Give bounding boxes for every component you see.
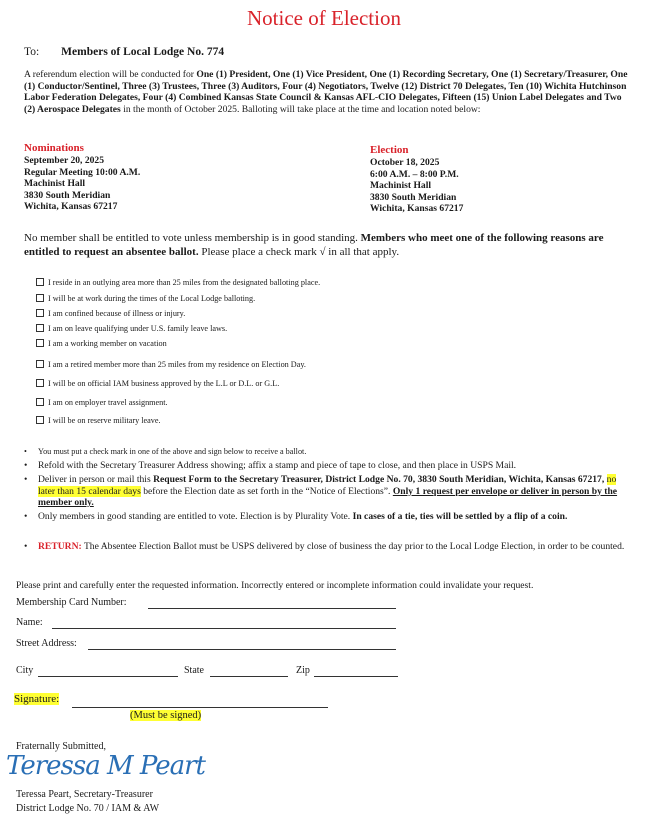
- bullet-icon: •: [24, 460, 28, 471]
- checkbox-icon[interactable]: [36, 379, 44, 387]
- reason-label: I reside in an outlying area more than 25 miles from the designated balloting place.: [48, 278, 321, 287]
- reason-checkbox-item[interactable]: [36, 416, 161, 425]
- instruction-bullet: • Refold with the Secretary Treasurer Address showing; affix a stamp and piece of tape to close, and then place in USPS Mail.: [24, 460, 517, 471]
- instruction-bullet: • Only members in good standing are entitled to vote. Election is by Plurality Vote. In cases of a tie, ties will be settled by a flip of a coin.: [24, 511, 568, 522]
- election-line: 3830 South Meridian: [370, 191, 457, 203]
- handwritten-signature: Teressa M Peart: [6, 751, 205, 781]
- reason-label: I will be on official IAM business approved by the L.L or D.L. or G.L.: [48, 379, 280, 388]
- reason-label: I am confined because of illness or injury.: [48, 309, 186, 318]
- standing-part3: Please place a check mark √ in all that apply.: [198, 245, 400, 258]
- membership-field[interactable]: [148, 608, 396, 609]
- zip-label: Zip: [296, 665, 310, 676]
- reason-checkbox-item[interactable]: [36, 324, 227, 333]
- intro-positions: One (1) President, One (1) Vice President, One (1) Recording Secretary, One (1) Secretary/Treasurer, One (1) Conductor/Sentinel, Three (3) Trustees, Three (3) Auditors, Four (4) Negotiators, Twelve (12) District 70 Delegates, Ten (10) Wichita Hutchinson Labor Federation Delegates, Four (4) Combined Kansas State Council & Kansas AFL-CIO Delegates, Fifteen (15) Union Label Delegates and Two (2) Aerospace Delegates: [24, 69, 628, 115]
- name-field[interactable]: [52, 628, 396, 629]
- election-line: Machinist Hall: [370, 180, 432, 192]
- must-sign-note: (Must be signed): [130, 710, 202, 721]
- nominations-line: Wichita, Kansas 67217: [24, 201, 118, 213]
- state-field[interactable]: [210, 676, 288, 677]
- bullet-icon: •: [24, 511, 28, 522]
- instruction-bullet: • You must put a check mark in one of the above and sign below to receive a ballot.: [24, 447, 307, 456]
- checkbox-icon[interactable]: [36, 278, 44, 286]
- reason-label: I am a working member on vacation: [48, 339, 167, 348]
- to-line: [24, 46, 224, 58]
- reason-label: I will be on reserve military leave.: [48, 416, 161, 425]
- checkbox-icon[interactable]: [36, 398, 44, 406]
- state-label: State: [184, 665, 204, 676]
- election-heading: Election: [370, 144, 409, 156]
- name-label: Name:: [16, 617, 43, 628]
- bullet-icon: •: [24, 474, 28, 485]
- instruction-bullet: • RETURN: The Absentee Election Ballot must be USPS delivered by close of business the day prior to the Local Lodge Election, in order to be counted.: [24, 541, 625, 552]
- nominations-block: [24, 142, 140, 213]
- recipient: Members of Local Lodge No. 774: [61, 46, 225, 58]
- reason-checkbox-item[interactable]: [36, 339, 167, 348]
- nominations-heading: Nominations: [24, 142, 84, 154]
- signature-label: Signature:: [14, 693, 60, 705]
- return-label: RETURN:: [38, 541, 82, 552]
- city-field[interactable]: [38, 676, 178, 677]
- reason-checkbox-item[interactable]: [36, 294, 255, 303]
- intro-lead: A referendum election will be conducted for: [24, 69, 197, 80]
- standing-paragraph: [24, 232, 630, 259]
- standing-part1: No member shall be entitled to vote unless membership is in good standing.: [24, 232, 361, 244]
- instruction-bullet: • Deliver in person or mail this Request Form to the Secretary Treasurer, District Lodge No. 70, 3830 South Meridian, Wichita, Kansas 67217, no later than 15 calendar days before the Election date as set forth in the “Notice of Elections”. Only 1 request per envelope or deliver in person by the member only.: [24, 474, 618, 509]
- page-title: Notice of Election: [247, 6, 401, 30]
- street-field[interactable]: [88, 649, 396, 650]
- bullet-icon: •: [24, 541, 28, 552]
- election-line: October 18, 2025: [370, 157, 440, 168]
- street-label: Street Address:: [16, 638, 77, 649]
- checkbox-icon[interactable]: [36, 416, 44, 424]
- election-line: Wichita, Kansas 67217: [370, 203, 464, 215]
- checkbox-icon[interactable]: [36, 294, 44, 302]
- nominations-line: Machinist Hall: [24, 178, 86, 190]
- checkbox-icon[interactable]: [36, 309, 44, 317]
- election-line: 6:00 A.M. – 8:00 P.M.: [370, 168, 459, 180]
- reason-checkbox-item[interactable]: [36, 278, 320, 287]
- checkbox-icon[interactable]: [36, 324, 44, 332]
- form-note: Please print and carefully enter the requested information. Incorrectly entered or incomplete information could invalidate your request.: [16, 580, 534, 591]
- reason-checkbox-item[interactable]: [36, 309, 185, 318]
- signer-org: District Lodge No. 70 / IAM & AW: [16, 803, 160, 814]
- reason-label: I am on employer travel assignment.: [48, 398, 168, 407]
- checkbox-icon[interactable]: [36, 339, 44, 347]
- standing-part2: Members who meet one of the following reasons are entitled to request an absentee ballot.: [24, 232, 604, 258]
- zip-field[interactable]: [314, 676, 398, 677]
- to-label: To:: [24, 46, 40, 58]
- membership-label: Membership Card Number:: [16, 597, 127, 608]
- reason-label: I am on leave qualifying under U.S. family leave laws.: [48, 324, 228, 333]
- intro-tail: in the month of October 2025. Balloting will take place at the time and location noted below:: [120, 103, 481, 115]
- election-block: [370, 144, 463, 215]
- signer-name: Teressa Peart, Secretary-Treasurer: [16, 789, 153, 800]
- signature-field[interactable]: [72, 707, 328, 708]
- nominations-line: Regular Meeting 10:00 A.M.: [24, 166, 141, 178]
- reason-checkbox-item[interactable]: [36, 398, 168, 407]
- reason-checkbox-item[interactable]: [36, 360, 306, 369]
- checkbox-icon[interactable]: [36, 360, 44, 368]
- intro-paragraph: [24, 69, 630, 115]
- nominations-line: 3830 South Meridian: [24, 189, 111, 201]
- city-label: City: [16, 665, 34, 676]
- deadline-highlight: no later than 15 calendar days: [38, 474, 617, 497]
- reason-label: I am a retired member more than 25 miles from my residence on Election Day.: [48, 360, 306, 369]
- salutation: Fraternally Submitted,: [16, 741, 106, 752]
- nominations-line: September 20, 2025: [24, 155, 105, 166]
- reason-checkbox-item[interactable]: [36, 379, 279, 388]
- bullet-icon: •: [24, 447, 27, 456]
- reason-label: I will be at work during the times of the Local Lodge balloting.: [48, 294, 256, 303]
